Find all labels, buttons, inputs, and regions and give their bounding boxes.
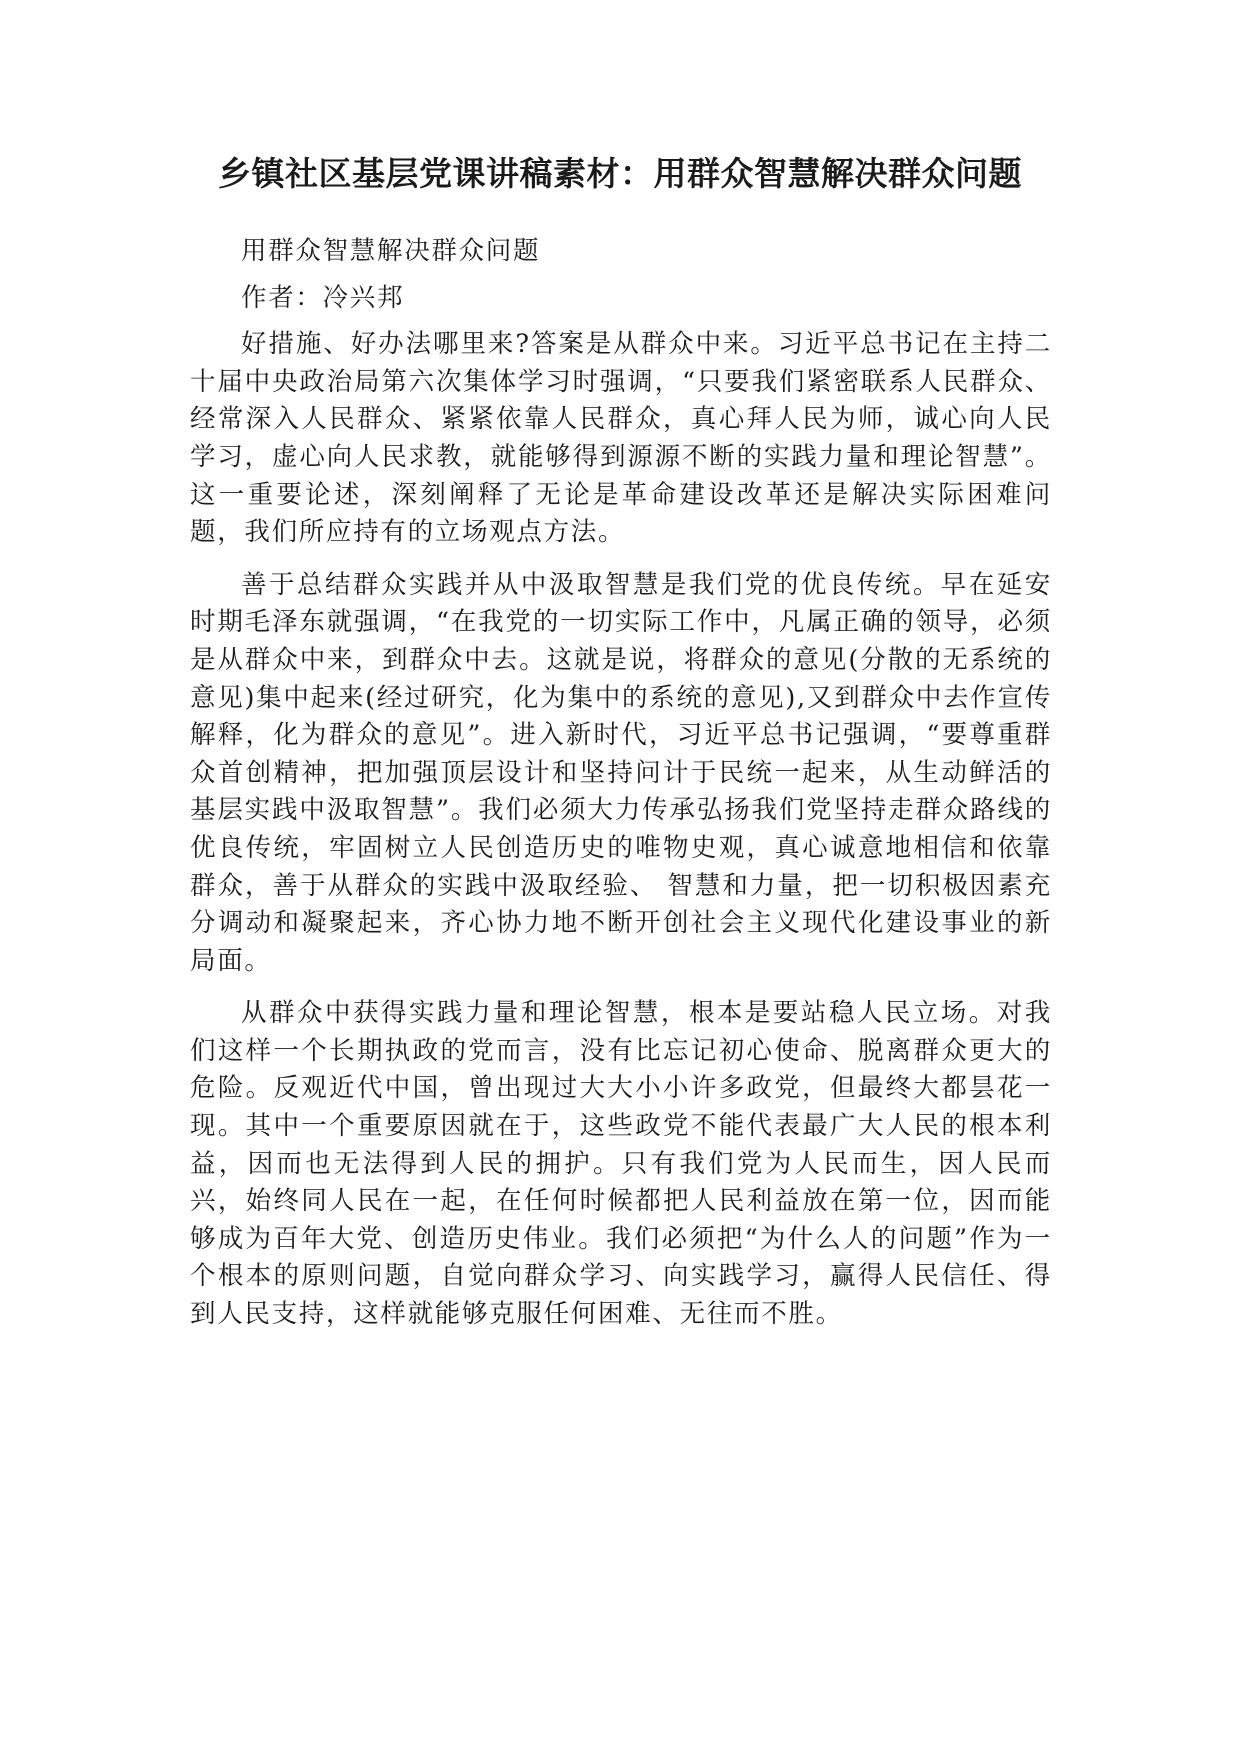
paragraph-3: 从群众中获得实践力量和理论智慧，根本是要站稳人民立场。对我们这样一个长期执政的党而言，没有比忘记初心使命、脱离群众更大的危险。反观近代中国，曾出现过大大小小许多政党，但最终大都昙花一现。其中一个重要原因就在于，这些政党不能代表最广大人民的根本利益，因而也无法得到人民的拥护。只有我们党为人民而生，因人民而兴，始终同人民在一起，在任何时候都把人民利益放在第一位，因而能够成为百年大党、创造历史伟业。我们必须把“为什么人的问题”作为一个根本的原则问题，自觉向群众学习、向实践学习，赢得人民信任、得到人民支持，这样就能够克服任何困难、无往而不胜。 [190, 998, 1052, 1330]
paragraph-2: 善于总结群众实践并从中汲取智慧是我们党的优良传统。早在延安时期毛泽东就强调，“在我党的一切实际工作中，凡属正确的领导，必须是从群众中来，到群众中去。这就是说，将群众的意见(分散的无系统的意见)集中起来(经过研究，化为集中的系统的意见),又到群众中去作宣传解释，化为群众的意见”。进入新时代，习近平总书记强调，“要尊重群众首创精神，把加强顶层设计和坚持问计于民统一起来，从生动鲜活的基层实践中汲取智慧”。我们必须大力传承弘扬我们党坚持走群众路线的优良传统，牢固树立人民创造历史的唯物史观，真心诚意地相信和依靠群众，善于从群众的实践中汲取经验、 智慧和力量，把一切积极因素充分调动和凝聚起来，齐心协力地不断开创社会主义现代化建设事业的新局面。 [190, 569, 1052, 976]
paragraph-1: 好措施、好办法哪里来?答案是从群众中来。习近平总书记在主持二十届中央政治局第六次集体学习时强调，“只要我们紧密联系人民群众、经常深入人民群众、紧紧依靠人民群众，真心拜人民为师，诚心向人民学习，虚心向人民求教，就能够得到源源不断的实践力量和理论智慧”。这一重要论述，深刻阐释了无论是革命建设改革还是解决实际困难问题，我们所应持有的立场观点方法。 [190, 329, 1052, 548]
article-subtitle: 用群众智慧解决群众问题 [241, 236, 541, 266]
document-body [190, 233, 1052, 1349]
document-title: 乡镇社区基层党课讲稿素材：用群众智慧解决群众问题 [218, 154, 1022, 193]
article-author: 作者：冷兴邦 [241, 282, 405, 313]
